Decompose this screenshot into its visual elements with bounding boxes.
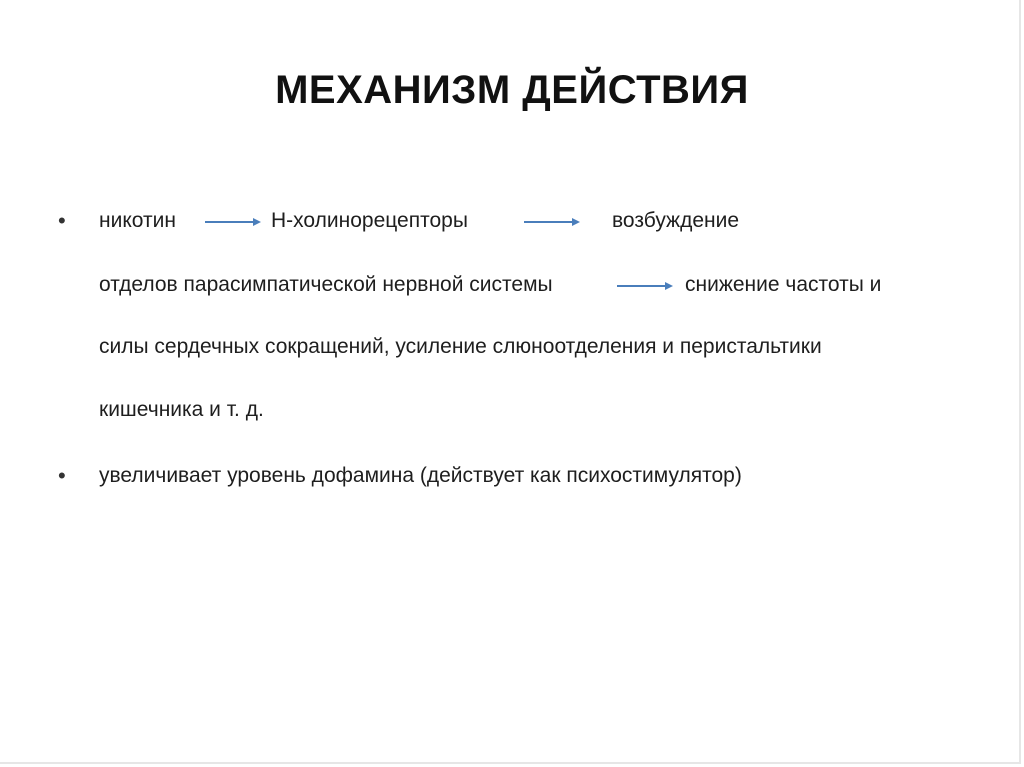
text-rate-decrease: снижение частоты и — [685, 273, 882, 296]
text-heart-contractions: силы сердечных сокращений, усиление слюноотделения и перистальтики — [99, 335, 822, 358]
right-arrow-icon — [524, 216, 580, 228]
right-arrow-icon — [205, 216, 261, 228]
text-dopamine: увеличивает уровень дофамина (действует как психостимулятор) — [99, 464, 742, 487]
bullet-marker-1: • — [58, 208, 66, 233]
text-parasympathetic: отделов парасимпатической нервной системы — [99, 273, 553, 296]
slide-title: МЕХАНИЗМ ДЕЙСТВИЯ — [275, 68, 749, 112]
term-n-cholinoreceptors: Н-холинорецепторы — [271, 209, 468, 232]
term-nicotine: никотин — [99, 209, 176, 232]
text-intestine: кишечника и т. д. — [99, 398, 264, 421]
term-excitation: возбуждение — [612, 209, 740, 232]
bullet-marker-2: • — [58, 463, 66, 488]
right-arrow-icon — [617, 280, 673, 292]
